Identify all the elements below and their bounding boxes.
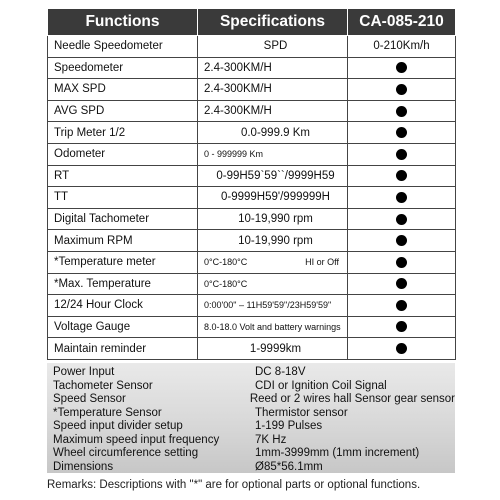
- table-row: [48, 295, 456, 317]
- info-row: [47, 447, 455, 461]
- function-cell: TT: [48, 187, 198, 209]
- function-cell: *Temperature meter: [48, 251, 198, 273]
- supported-dot-icon: [396, 214, 407, 225]
- function-cell: Maximum RPM: [48, 230, 198, 252]
- supported-dot-icon: [396, 149, 407, 160]
- table-row: [48, 316, 456, 338]
- model-cell: [348, 208, 456, 230]
- header-functions: Functions: [48, 9, 198, 36]
- model-cell: [348, 187, 456, 209]
- model-cell: [348, 273, 456, 295]
- info-label: *Temperature Sensor: [53, 406, 162, 419]
- table-row: [48, 338, 456, 360]
- spec-text: 0°C-180°C: [204, 257, 248, 268]
- specification-table: [47, 8, 456, 360]
- model-cell: [348, 143, 456, 165]
- info-row: [47, 420, 455, 434]
- spec-cell: 0-9999H59'/999999H: [198, 187, 348, 209]
- supported-dot-icon: [396, 62, 407, 73]
- model-cell: 0-210Km/h: [348, 36, 456, 58]
- spec-cell: 0-99H59`59``/9999H59: [198, 165, 348, 187]
- table-row: [48, 208, 456, 230]
- info-value: Thermistor sensor: [255, 406, 348, 419]
- info-row: [47, 461, 455, 474]
- model-cell: [348, 100, 456, 122]
- function-cell: Odometer: [48, 143, 198, 165]
- info-label: Tachometer Sensor: [53, 379, 153, 392]
- info-row: [47, 393, 455, 407]
- spec-cell: 0°C-180°C: [198, 273, 348, 295]
- spec-cell: 0 - 999999 Km: [198, 143, 348, 165]
- remarks-note: Remarks: Descriptions with "*" are for optional parts or optional functions.: [47, 479, 421, 491]
- spec-cell: 10-19,990 rpm: [198, 208, 348, 230]
- supported-dot-icon: [396, 321, 407, 332]
- function-cell: Voltage Gauge: [48, 316, 198, 338]
- info-value: CDI or Ignition Coil Signal: [255, 379, 387, 392]
- function-cell: Trip Meter 1/2: [48, 122, 198, 144]
- spec-cell: 8.0-18.0 Volt and battery warnings: [198, 316, 348, 338]
- function-cell: RT: [48, 165, 198, 187]
- table-row: [48, 122, 456, 144]
- spec-cell: SPD: [198, 36, 348, 58]
- info-row: [47, 434, 455, 448]
- table-row: [48, 187, 456, 209]
- table-row: [48, 57, 456, 79]
- model-cell: [348, 122, 456, 144]
- supported-dot-icon: [396, 127, 407, 138]
- table-row: [48, 36, 456, 58]
- spec-cell: [198, 251, 348, 273]
- table-row: [48, 165, 456, 187]
- function-cell: Maintain reminder: [48, 338, 198, 360]
- supported-dot-icon: [396, 106, 407, 117]
- header-model: CA-085-210: [348, 9, 456, 36]
- supported-dot-icon: [396, 170, 407, 181]
- info-row: [47, 380, 455, 394]
- supported-dot-icon: [396, 343, 407, 354]
- model-cell: [348, 251, 456, 273]
- info-label: Speed Sensor: [53, 393, 126, 405]
- info-value: Reed or 2 wires hall Sensor gear sensor: [249, 393, 455, 405]
- model-cell: [348, 57, 456, 79]
- header-specifications: Specifications: [198, 9, 348, 36]
- table-row: [48, 143, 456, 165]
- model-cell: [348, 79, 456, 101]
- function-cell: Digital Tachometer: [48, 208, 198, 230]
- info-value: 7K Hz: [255, 433, 287, 446]
- spec-cell: 1-9999km: [198, 338, 348, 360]
- function-cell: Speedometer: [48, 57, 198, 79]
- info-row: [47, 366, 455, 380]
- table-row: [48, 273, 456, 295]
- info-label: Maximum speed input frequency: [53, 433, 220, 446]
- spec-cell: 0:00'00" – 11H59'59"/23H59'59": [198, 295, 348, 317]
- model-cell: [348, 295, 456, 317]
- table-header-row: [48, 9, 456, 36]
- supported-dot-icon: [396, 235, 407, 246]
- general-specs-block: [47, 363, 455, 473]
- spec-cell: 2.4-300KM/H: [198, 100, 348, 122]
- supported-dot-icon: [396, 278, 407, 289]
- supported-dot-icon: [396, 192, 407, 203]
- supported-dot-icon: [396, 84, 407, 95]
- spec-note: HI or Off: [305, 257, 339, 268]
- supported-dot-icon: [396, 300, 407, 311]
- model-cell: [348, 338, 456, 360]
- table-row: [48, 100, 456, 122]
- function-cell: Needle Speedometer: [48, 36, 198, 58]
- spec-cell: 2.4-300KM/H: [198, 79, 348, 101]
- model-cell: [348, 165, 456, 187]
- spec-cell: 10-19,990 rpm: [198, 230, 348, 252]
- table-row: [48, 251, 456, 273]
- function-cell: AVG SPD: [48, 100, 198, 122]
- supported-dot-icon: [396, 257, 407, 268]
- function-cell: *Max. Temperature: [48, 273, 198, 295]
- model-cell: [348, 316, 456, 338]
- info-label: Dimensions: [53, 460, 114, 473]
- spec-cell: 0.0-999.9 Km: [198, 122, 348, 144]
- info-row: [47, 407, 455, 421]
- info-value: 1-199 Pulses: [255, 420, 323, 432]
- function-cell: 12/24 Hour Clock: [48, 295, 198, 317]
- table-row: [48, 230, 456, 252]
- table-row: [48, 79, 456, 101]
- info-value: Ø85*56.1mm: [255, 460, 323, 473]
- model-cell: [348, 230, 456, 252]
- info-label: Speed input divider setup: [53, 420, 183, 432]
- info-value: 1mm-3999mm (1mm increment): [255, 447, 420, 459]
- spec-cell: 2.4-300KM/H: [198, 57, 348, 79]
- function-cell: MAX SPD: [48, 79, 198, 101]
- info-label: Wheel circumference setting: [53, 447, 199, 459]
- info-label: Power Input: [53, 366, 115, 378]
- info-value: DC 8-18V: [255, 366, 306, 378]
